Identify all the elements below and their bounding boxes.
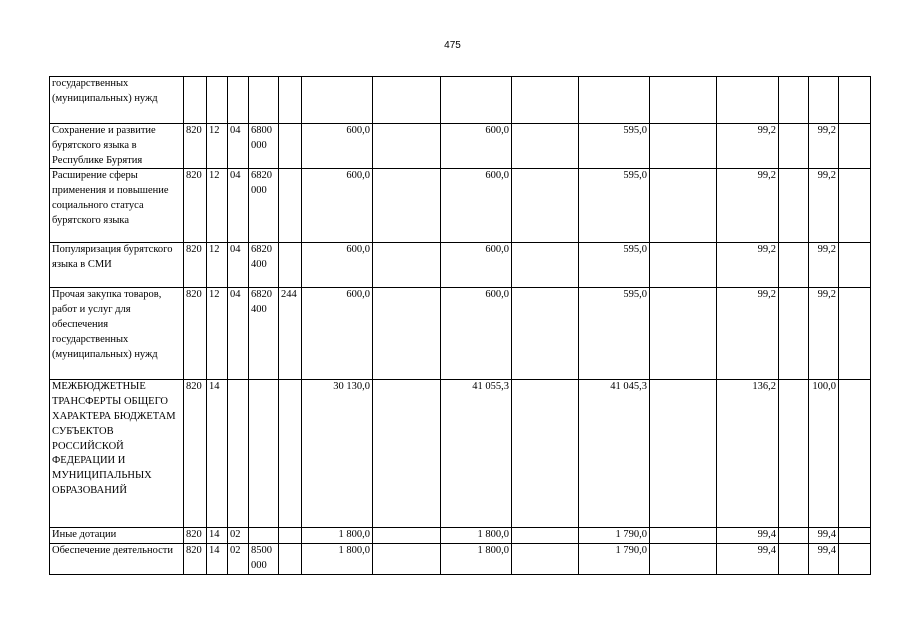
blank-cell xyxy=(650,544,717,575)
code-ministry: 820 xyxy=(184,380,207,528)
value-executed: 1 790,0 xyxy=(579,528,650,544)
code-section: 12 xyxy=(207,243,228,288)
code-section: 14 xyxy=(207,380,228,528)
blank-cell xyxy=(650,380,717,528)
blank-cell xyxy=(839,124,871,169)
blank-cell xyxy=(512,169,579,243)
blank-cell xyxy=(373,169,441,243)
row-name: Расширение сферы применения и повышение социального статуса бурятского языка xyxy=(50,169,184,243)
code-target xyxy=(249,77,279,124)
code-subsection: 04 xyxy=(228,124,249,169)
blank-cell xyxy=(839,169,871,243)
blank-cell xyxy=(373,380,441,528)
percent-plan: 99,2 xyxy=(717,243,779,288)
percent-adjusted: 99,4 xyxy=(809,544,839,575)
code-target: 6820 000 xyxy=(249,169,279,243)
blank-cell xyxy=(650,77,717,124)
code-target: 6800 000 xyxy=(249,124,279,169)
percent-plan: 99,2 xyxy=(717,169,779,243)
row-name: МЕЖБЮДЖЕТНЫЕ ТРАНСФЕРТЫ ОБЩЕГО ХАРАКТЕРА БЮДЖЕТАМ СУБЪЕКТОВ РОССИЙСКОЙ ФЕДЕРАЦИИ И МУНИЦИПАЛЬНЫХ ОБРАЗОВАНИЙ xyxy=(50,380,184,528)
percent-plan: 99,4 xyxy=(717,528,779,544)
blank-cell xyxy=(512,288,579,380)
blank-cell xyxy=(373,544,441,575)
value-adjusted xyxy=(441,77,512,124)
code-section: 14 xyxy=(207,544,228,575)
code-subsection xyxy=(228,77,249,124)
table-row xyxy=(50,528,871,544)
percent-plan: 99,4 xyxy=(717,544,779,575)
blank-cell xyxy=(779,380,809,528)
value-adjusted: 1 800,0 xyxy=(441,544,512,575)
code-target xyxy=(249,380,279,528)
code-expense-type xyxy=(279,77,302,124)
blank-cell xyxy=(779,243,809,288)
table-row xyxy=(50,288,871,380)
blank-cell xyxy=(650,124,717,169)
blank-cell xyxy=(779,169,809,243)
value-executed: 1 790,0 xyxy=(579,544,650,575)
blank-cell xyxy=(839,243,871,288)
code-subsection: 02 xyxy=(228,544,249,575)
value-executed: 595,0 xyxy=(579,288,650,380)
code-expense-type: 244 xyxy=(279,288,302,380)
blank-cell xyxy=(512,528,579,544)
blank-cell xyxy=(650,169,717,243)
value-planned: 600,0 xyxy=(302,243,373,288)
blank-cell xyxy=(839,528,871,544)
percent-adjusted xyxy=(809,77,839,124)
code-subsection: 04 xyxy=(228,288,249,380)
value-executed: 595,0 xyxy=(579,169,650,243)
value-adjusted: 600,0 xyxy=(441,288,512,380)
value-executed xyxy=(579,77,650,124)
code-expense-type xyxy=(279,544,302,575)
code-target xyxy=(249,528,279,544)
blank-cell xyxy=(650,243,717,288)
code-subsection: 02 xyxy=(228,528,249,544)
value-adjusted: 600,0 xyxy=(441,169,512,243)
blank-cell xyxy=(839,544,871,575)
blank-cell xyxy=(839,288,871,380)
row-name: Прочая закупка товаров, работ и услуг для обеспечения государственных (муниципальных) нужд xyxy=(50,288,184,380)
value-planned: 1 800,0 xyxy=(302,528,373,544)
value-adjusted: 41 055,3 xyxy=(441,380,512,528)
value-planned: 600,0 xyxy=(302,124,373,169)
blank-cell xyxy=(512,243,579,288)
page-number: 475 xyxy=(444,40,461,51)
blank-cell xyxy=(650,528,717,544)
blank-cell xyxy=(512,380,579,528)
code-expense-type xyxy=(279,380,302,528)
code-ministry: 820 xyxy=(184,169,207,243)
value-executed: 41 045,3 xyxy=(579,380,650,528)
blank-cell xyxy=(779,528,809,544)
percent-plan: 99,2 xyxy=(717,124,779,169)
table-row xyxy=(50,77,871,124)
blank-cell xyxy=(779,544,809,575)
blank-cell xyxy=(373,288,441,380)
blank-cell xyxy=(373,243,441,288)
percent-plan: 99,2 xyxy=(717,288,779,380)
table-row xyxy=(50,124,871,169)
value-planned: 600,0 xyxy=(302,169,373,243)
blank-cell xyxy=(373,77,441,124)
code-subsection: 04 xyxy=(228,169,249,243)
blank-cell xyxy=(839,77,871,124)
table-row xyxy=(50,243,871,288)
value-planned xyxy=(302,77,373,124)
row-name: государственных (муниципальных) нужд xyxy=(50,77,184,124)
value-executed: 595,0 xyxy=(579,243,650,288)
code-subsection xyxy=(228,380,249,528)
code-target: 6820 400 xyxy=(249,243,279,288)
code-expense-type xyxy=(279,169,302,243)
code-ministry: 820 xyxy=(184,528,207,544)
percent-adjusted: 100,0 xyxy=(809,380,839,528)
value-adjusted: 1 800,0 xyxy=(441,528,512,544)
code-subsection: 04 xyxy=(228,243,249,288)
code-expense-type xyxy=(279,243,302,288)
table-row xyxy=(50,544,871,575)
percent-adjusted: 99,2 xyxy=(809,169,839,243)
code-ministry: 820 xyxy=(184,288,207,380)
code-section xyxy=(207,77,228,124)
value-planned: 1 800,0 xyxy=(302,544,373,575)
percent-adjusted: 99,2 xyxy=(809,124,839,169)
budget-table xyxy=(49,76,871,575)
percent-plan: 136,2 xyxy=(717,380,779,528)
value-adjusted: 600,0 xyxy=(441,124,512,169)
code-expense-type xyxy=(279,528,302,544)
blank-cell xyxy=(650,288,717,380)
value-planned: 30 130,0 xyxy=(302,380,373,528)
blank-cell xyxy=(373,528,441,544)
code-section: 12 xyxy=(207,169,228,243)
row-name: Иные дотации xyxy=(50,528,184,544)
blank-cell xyxy=(779,77,809,124)
value-planned: 600,0 xyxy=(302,288,373,380)
percent-adjusted: 99,4 xyxy=(809,528,839,544)
percent-plan xyxy=(717,77,779,124)
code-section: 12 xyxy=(207,124,228,169)
row-name: Сохранение и развитие бурятского языка в Республике Бурятия xyxy=(50,124,184,169)
code-target: 8500 000 xyxy=(249,544,279,575)
table-row xyxy=(50,380,871,528)
blank-cell xyxy=(373,124,441,169)
code-ministry: 820 xyxy=(184,544,207,575)
blank-cell xyxy=(779,288,809,380)
table-row xyxy=(50,169,871,243)
code-section: 14 xyxy=(207,528,228,544)
code-ministry: 820 xyxy=(184,124,207,169)
blank-cell xyxy=(512,77,579,124)
code-ministry: 820 xyxy=(184,243,207,288)
blank-cell xyxy=(779,124,809,169)
blank-cell xyxy=(512,544,579,575)
percent-adjusted: 99,2 xyxy=(809,243,839,288)
code-ministry xyxy=(184,77,207,124)
percent-adjusted: 99,2 xyxy=(809,288,839,380)
value-executed: 595,0 xyxy=(579,124,650,169)
row-name: Обеспечение деятельности xyxy=(50,544,184,575)
blank-cell xyxy=(512,124,579,169)
value-adjusted: 600,0 xyxy=(441,243,512,288)
code-section: 12 xyxy=(207,288,228,380)
blank-cell xyxy=(839,380,871,528)
code-expense-type xyxy=(279,124,302,169)
row-name: Популяризация бурятского языка в СМИ xyxy=(50,243,184,288)
code-target: 6820 400 xyxy=(249,288,279,380)
